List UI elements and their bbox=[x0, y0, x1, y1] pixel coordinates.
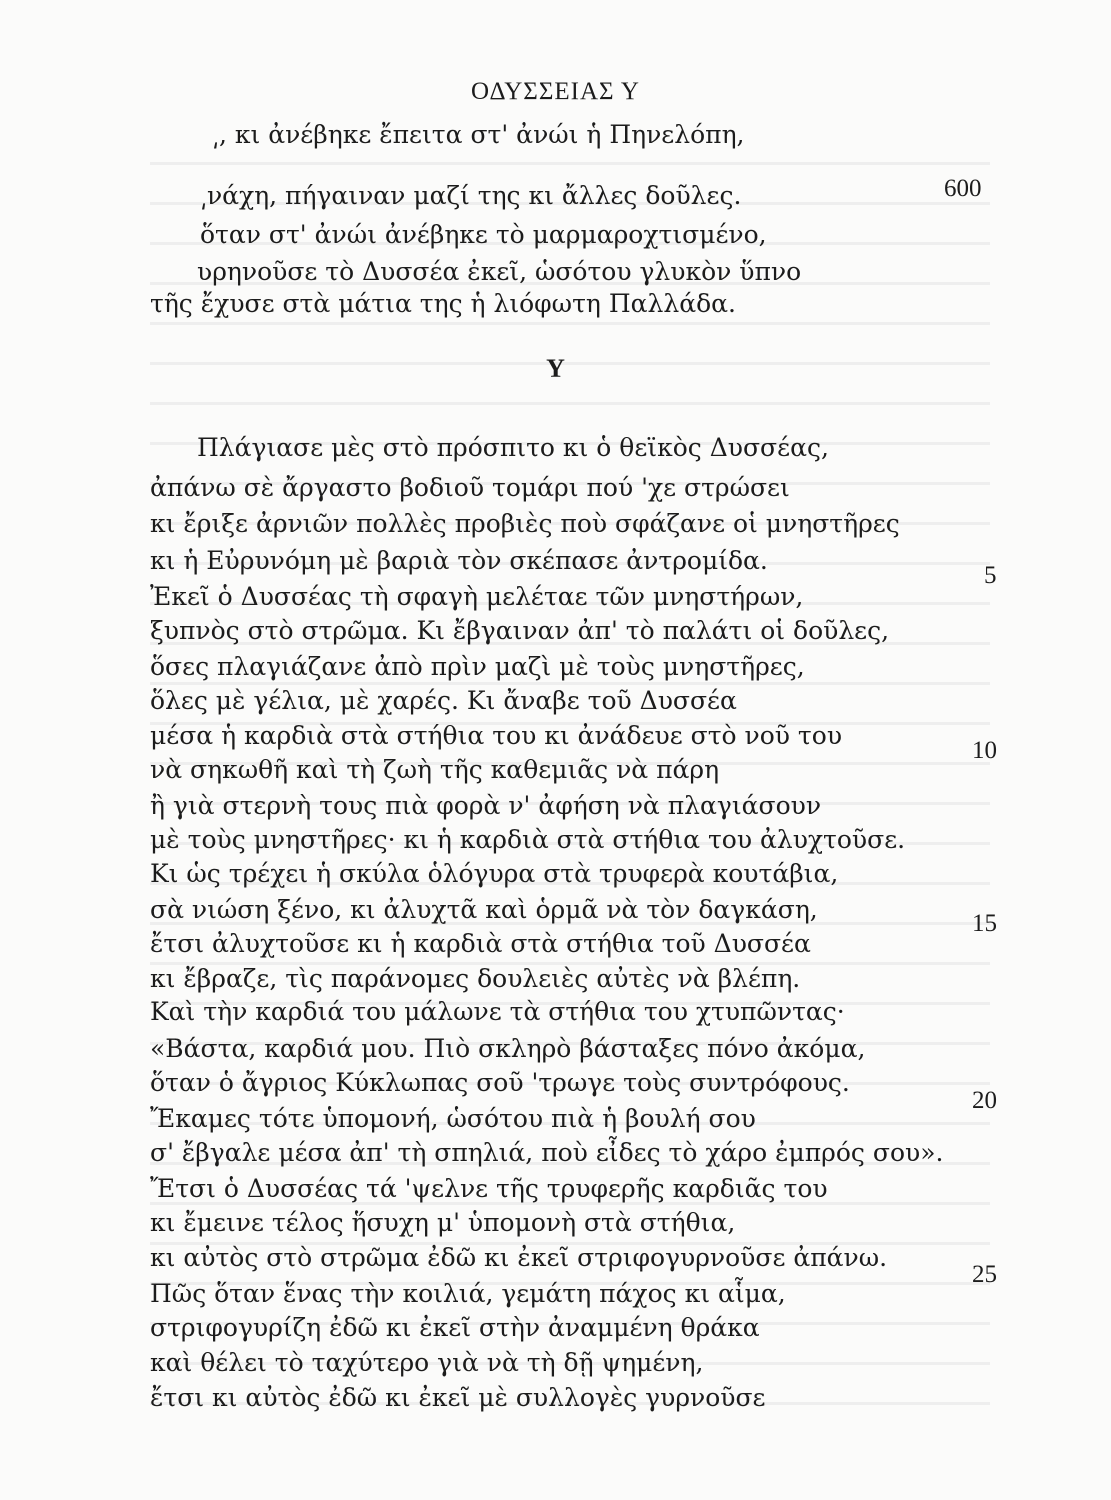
poem-line: στριφογυρίζη ἐδῶ κι ἐκεῖ στὴν ἀναμμένη θράκα bbox=[150, 1313, 760, 1342]
poem-line: Ἔκαμες τότε ὑπομονή, ὡσότου πιὰ ἡ βουλή σου bbox=[150, 1104, 756, 1133]
poem-line: Πῶς ὅταν ἕνας τὴν κοιλιά, γεμάτη πάχος κι αἷμα, bbox=[150, 1279, 786, 1308]
poem-line: μὲ τοὺς μνηστῆρες· κι ἡ καρδιὰ στὰ στήθια του ἀλυχτοῦσε. bbox=[150, 825, 906, 854]
poem-line: ὅλες μὲ γέλια, μὲ χαρές. Κι ἄναβε τοῦ Δυσσέα bbox=[150, 686, 737, 715]
previous-book-line: ὅταν στ' ἀνώι ἀνέβηκε τὸ μαρμαροχτισμένο, bbox=[200, 220, 767, 249]
poem-line: ὅταν ὁ ἄγριος Κύκλωπας σοῦ 'τρωγε τοὺς συντρόφους. bbox=[150, 1068, 850, 1097]
poem-line: καὶ θέλει τὸ ταχύτερο γιὰ νὰ τὴ δῇ ψημένη, bbox=[150, 1348, 704, 1377]
poem-line: μέσα ἡ καρδιὰ στὰ στήθια του κι ἀνάδευε στὸ νοῦ του bbox=[150, 721, 843, 750]
line-number: 15 bbox=[972, 910, 997, 937]
poem-line: κι ἔμεινε τέλος ἥσυχη μ' ὑπομονὴ στὰ στήθια, bbox=[150, 1208, 736, 1237]
poem-line: «Βάστα, καρδιά μου. Πιὸ σκληρὸ βάσταξες πόνο ἀκόμα, bbox=[150, 1034, 866, 1063]
poem-line: ἀπάνω σὲ ἄργαστο βοδιοῦ τομάρι πού 'χε στρώσει bbox=[150, 473, 790, 502]
previous-book-line: τῆς ἔχυσε στὰ μάτια της ἡ λιόφωτη Παλλάδα. bbox=[150, 289, 736, 318]
book-letter-heading: Υ bbox=[546, 354, 565, 383]
poem-line: κι ἡ Εὐρυνόμη μὲ βαριὰ τὸν σκέπασε ἀντρομίδα. bbox=[150, 546, 768, 575]
poem-line: ἢ γιὰ στερνὴ τους πιὰ φορὰ ν' ἀφήση νὰ πλαγιάσουν bbox=[150, 791, 822, 820]
poem-line: Καὶ τὴν καρδιά του μάλωνε τὰ στήθια του χτυπῶντας· bbox=[150, 997, 845, 1026]
poem-line: ξυπνὸς στὸ στρῶμα. Κι ἔβγαιναν ἀπ' τὸ παλάτι οἱ δοῦλες, bbox=[150, 616, 890, 645]
line-number: 10 bbox=[972, 737, 997, 764]
line-number: 5 bbox=[984, 562, 997, 589]
poem-line: Ἐκεῖ ὁ Δυσσέας τὴ σφαγὴ μελέταε τῶν μνηστήρων, bbox=[150, 582, 804, 611]
poem-line: Κι ὡς τρέχει ἡ σκύλα ὁλόγυρα στὰ τρυφερὰ κουτάβια, bbox=[150, 859, 839, 888]
line-number: 600 bbox=[944, 175, 982, 202]
previous-book-line: ͵, κι ἀνέβηκε ἔπειτα στ' ἀνώι ἡ Πηνελόπη, bbox=[212, 120, 745, 149]
poem-line: ὅσες πλαγιάζανε ἀπὸ πρὶν μαζὶ μὲ τοὺς μνηστῆρες, bbox=[150, 652, 805, 681]
poem-line: κι ἔριξε ἀρνιῶν πολλὲς προβιὲς ποὺ σφάζανε οἱ μνηστῆρες bbox=[150, 509, 900, 538]
poem-line: νὰ σηκωθῆ καὶ τὴ ζωὴ τῆς καθεμιᾶς νὰ πάρη bbox=[150, 755, 720, 784]
previous-book-line: ͵νάχη, πήγαιναν μαζί της κι ἄλλες δοῦλες. bbox=[200, 181, 742, 210]
poem-line: κι αὐτὸς στὸ στρῶμα ἐδῶ κι ἐκεῖ στριφογυρνοῦσε ἀπάνω. bbox=[150, 1243, 888, 1272]
line-number: 25 bbox=[972, 1261, 997, 1288]
poem-line: ἔτσι κι αὐτὸς ἐδῶ κι ἐκεῖ μὲ συλλογὲς γυρνοῦσε bbox=[150, 1383, 766, 1412]
running-header: ΟΔΥΣΣΕΙΑΣ Υ bbox=[471, 78, 640, 105]
line-number: 20 bbox=[972, 1087, 997, 1114]
poem-line: κι ἔβραζε, τὶς παράνομες δουλειὲς αὐτὲς νὰ βλέπη. bbox=[150, 964, 801, 993]
previous-book-line: ʋρηνοῦσε τὸ Δυσσέα ἐκεῖ, ὡσότου γλυκὸν ὕπνο bbox=[197, 257, 802, 286]
poem-line: σὰ νιώση ξένο, κι ἀλυχτᾶ καὶ ὁρμᾶ νὰ τὸν δαγκάση, bbox=[150, 895, 818, 924]
poem-line: Ἔτσι ὁ Δυσσέας τά 'ψελνε τῆς τρυφερῆς καρδιᾶς του bbox=[150, 1174, 828, 1203]
poem-line: Πλάγιασε μὲς στὸ πρόσπιτο κι ὁ θεϊκὸς Δυσσέας, bbox=[197, 433, 829, 462]
poem-line: σ' ἔβγαλε μέσα ἀπ' τὴ σπηλιά, ποὺ εἶδες τὸ χάρο ἐμπρός σου». bbox=[150, 1138, 944, 1167]
poem-line: ἔτσι ἀλυχτοῦσε κι ἡ καρδιὰ στὰ στήθια τοῦ Δυσσέα bbox=[150, 929, 811, 958]
